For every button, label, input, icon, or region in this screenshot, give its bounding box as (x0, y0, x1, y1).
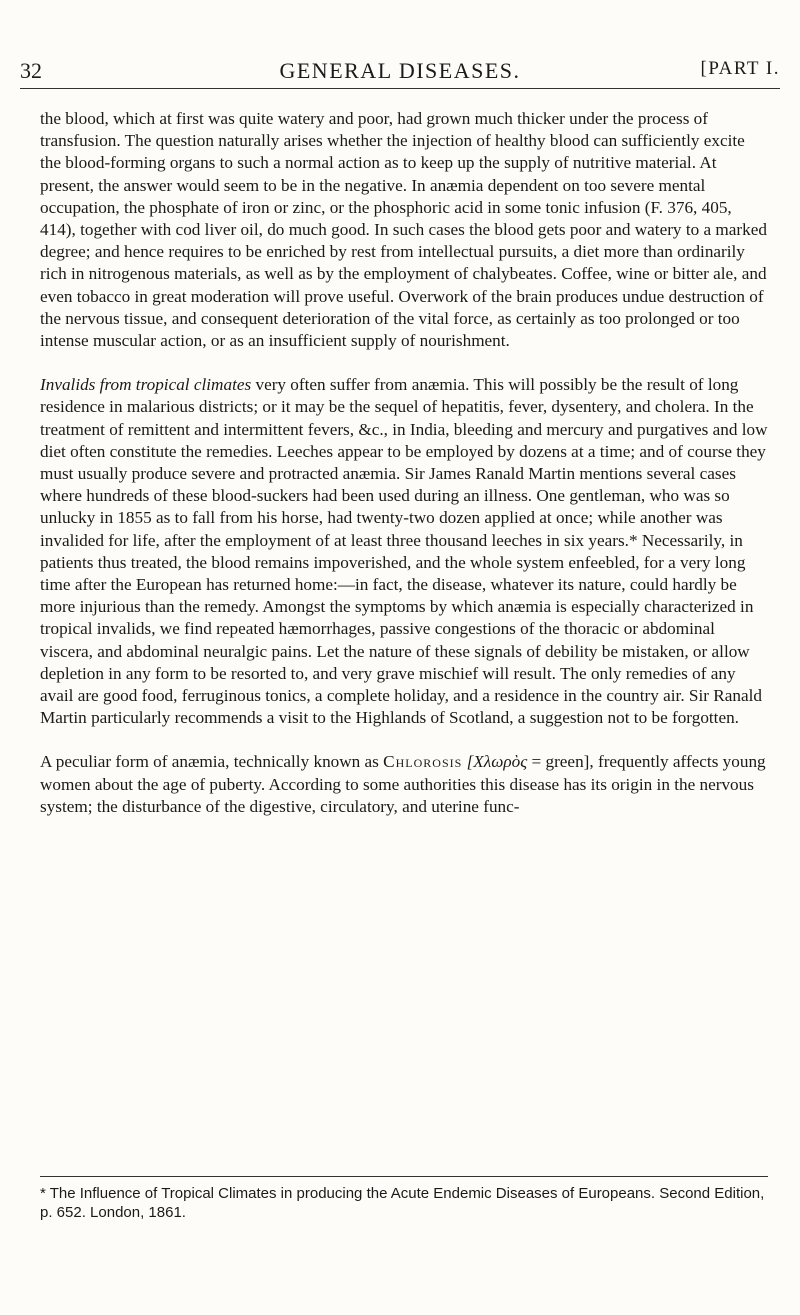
page-number: 32 (20, 58, 42, 83)
greek-etymology: [Χλωρὸς (462, 752, 528, 772)
paragraph-text-pre: A peculiar form of anæmia, technically known as (40, 752, 384, 772)
paragraph-text: the blood, which at first was quite watery and poor, had grown much thicker under the process of transfusion. The question naturally arises whether the injection of healthy blood can sufficiently excite the blood-forming organs to such a normal action as to keep up the supply of nutritive material. At present, the answer would seem to be in the negative. In anæmia dependent on too severe mental occupation, the phosphate of iron or zinc, or the phosphoric acid in some tonic infusion (F. 376, 405, 414), together with cod liver oil, do much good. In such cases the blood gets poor and watery to a marked degree; and hence requires to be enriched by rest from intellectual pursuits, a diet more than ordinarily rich in nitrogenous materials, as well as by the employment of chalybeates. Coffee, wine or bitter ale, and even tobacco in great moderation will prove useful. Overwork of the brain produces undue destruction of the nervous tissue, and consequent deterioration of the vital force, as certainly as too prolonged or too intense muscular action, or as an insufficient supply of nourishment. (40, 109, 767, 351)
italic-lead: Invalids from tropical climates (40, 375, 252, 395)
footnote-divider (40, 1176, 768, 1177)
chlorosis-term: Chlorosis (383, 752, 463, 772)
part-label: [PART I. (700, 58, 780, 79)
running-title: GENERAL DISEASES. (279, 58, 521, 83)
body-text (40, 108, 768, 818)
paragraph-chlorosis (40, 751, 768, 818)
paragraph-text: very often suffer from anæmia. This will possibly be the result of long residence in malarious districts; or it may be the sequel of hepatitis, fever, dysentery, and cholera. In the treatment of remittent and intermittent fevers, &c., in India, bleeding and mercury and purgatives and low diet often constitute the remedies. Leeches appear to be employed by dozens at a time; and of course they must usually produce severe and protracted anæmia. Sir James Ranald Martin mentions several cases where hundreds of these blood-suckers had been used during an illness. One gentleman, who was so unlucky in 1855 as to fall from his horse, had twenty-two dozen applied at once; while another was invalided for life, after the employment of at least three thousand leeches in six years.* Necessarily, in patients thus treated, the blood remains impoverished, and the whole system enfeebled, for a very long time after the European has returned home:—in fact, the disease, whatever its nature, could hardly be more injurious than the remedy. Amongst the symptoms by which anæmia is especially characterized in tropical invalids, we find repeated hæmorrhages, passive congestions of the thoracic or abdominal viscera, and abdominal neuralgic pains. Let the nature of these signals of debility be mistaken, or allow depletion in any form to be resorted to, and very grave mischief will result. The only remedies of any avail are good food, ferruginous tonics, a complete holiday, and a residence in the country air. Sir Ranald Martin particularly recommends a visit to the Highlands of Scotland, a suggestion not to be forgotten. (40, 375, 768, 728)
paragraph-tropical-invalids (40, 374, 768, 729)
paragraph-transfusion (40, 108, 768, 352)
running-header (20, 58, 780, 89)
footnote: * The Influence of Tropical Climates in producing the Acute Endemic Diseases of Europeans. Second Edition, p. 652. London, 1861. (40, 1185, 765, 1221)
paragraph-text-post: = green], frequently affects young women about the age of puberty. According to some authorities this disease has its origin in the nervous system; the disturbance of the digestive, circulatory, and uterine func- (40, 752, 766, 816)
